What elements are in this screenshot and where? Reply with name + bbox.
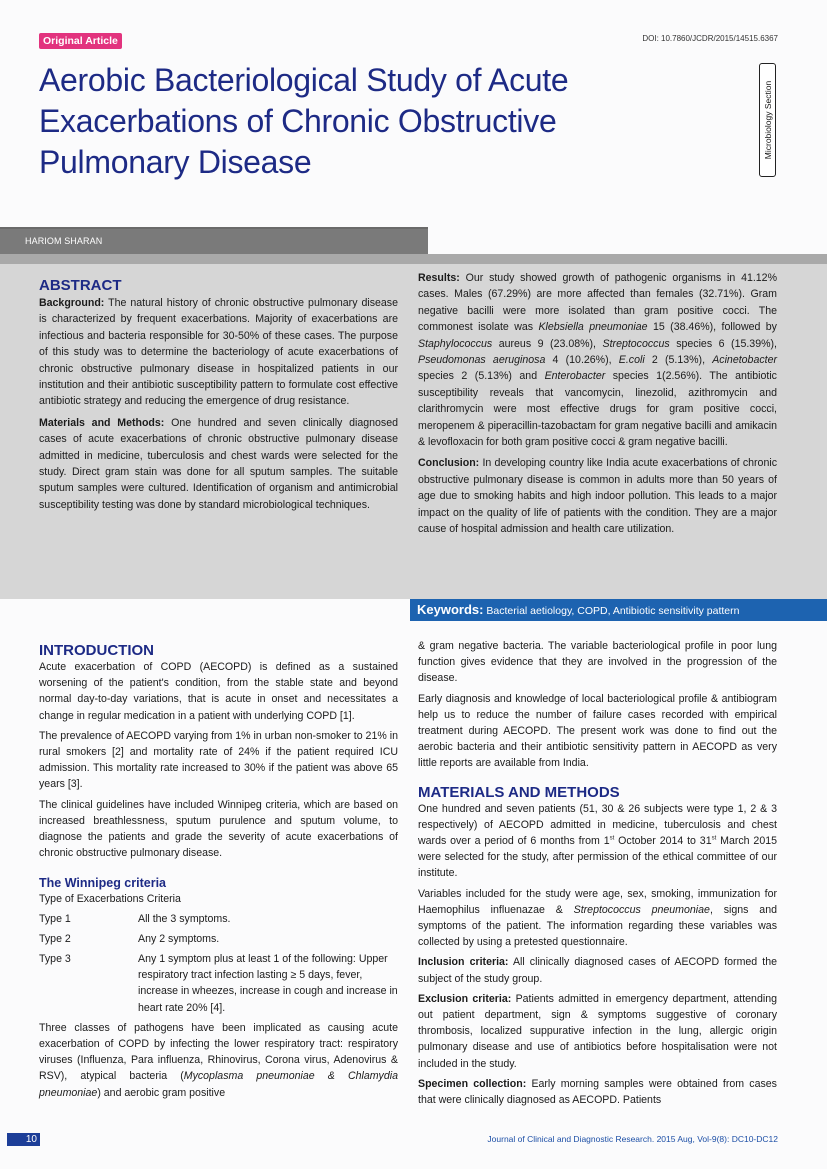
body-left-column xyxy=(39,640,398,1105)
intro-paragraph-3: The clinical guidelines have included Winnipeg criteria, which are based on increased breathlessness, sputum purulence and sputum volume, to diagnose the patients and grade the severity of acute exacerbations of chronic obstructive pulmonary disease. xyxy=(39,798,398,860)
criteria-row: Type 2 Any 2 symptoms. xyxy=(39,932,220,945)
intro-paragraph-6: Early diagnosis and knowledge of local bacteriological profile & antibiogram help us to reduce the number of failure cases recorded with empirical treatment during AECOPD. The present work was done to find out the aerobic bacteria and their antibiotic sensitivity pattern in AECOPD as very little reports are available from India. xyxy=(418,692,777,770)
intro-paragraph-2: The prevalence of AECOPD varying from 1% in urban non-smoker to 21% in rural smokers [2] and mortality rate of 24% if the patient required ICU admission. This mortality rate increased to 30% if the patient was above 65 years [3]. xyxy=(39,729,398,791)
abstract-heading: ABSTRACT xyxy=(39,277,122,294)
doi-link[interactable]: DOI: 10.7860/JCDR/2015/14515.6367 xyxy=(642,34,778,43)
conclusion-label: Conclusion: xyxy=(418,457,480,470)
author-name: HARIOM SHARAN xyxy=(25,236,103,246)
criteria-row: Type 1 All the 3 symptoms. xyxy=(39,912,231,925)
methods-heading: MATERIALS AND METHODS xyxy=(418,783,620,801)
exclusion-criteria: Exclusion criteria: Patients admitted in emergency department, attending out patient department, sign & symptoms suggestive of coronary thrombosis, localized suppurative infection in the lung, allergic origin pulmonary disease and use of antibiotics before hospitalisation were not included in the study. xyxy=(418,992,777,1070)
winnipeg-heading: The Winnipeg criteria xyxy=(39,876,166,891)
abstract-background: Background: The natural history of chronic obstructive pulmonary disease is characterized by frequent exacerbations. Majority of exacerbations are infectious and bacteria responsible for 30-50% of these cases. The purpose of this study was to determine the bacteriology of acute exacerbations of chronic obstructive pulmonary disease in hospitalized patients in our institution and their antibiotic susceptibility pattern to formulate cost effective antibiotic strategy and reducing the emergence of drug resistance. xyxy=(39,297,398,408)
methods-label: Materials and Methods: xyxy=(39,416,165,429)
body-right-column xyxy=(418,638,777,1112)
abstract-box xyxy=(0,254,827,599)
abstract-conclusion: Conclusion: In developing country like India acute exacerbations of chronic obstructive pulmonary disease is common in adults more than 50 years of age due to smoking habits and high indoor pollution. This leads to a major impact on the quality of life of patients with the condition. They are a major cause of hospital admission and health care utilization. xyxy=(418,457,777,536)
abstract-left-column xyxy=(39,278,398,518)
background-label: Background: xyxy=(39,297,105,309)
abstract-right-column xyxy=(418,270,777,543)
article-title: Aerobic Bacteriological Study of Acute Exacerbations of Chronic Obstructive Pulmonary Disease xyxy=(39,62,569,180)
keywords-label: Keywords: xyxy=(417,602,484,617)
intro-paragraph-4: Three classes of pathogens have been implicated as causing acute exacerbation of COPD by infecting the lower respiratory tract: respiratory viruses (Influenza, Para influenza, Rhinovirus, Corona virus, Adenovirus & RSV), atypical bacteria (Mycoplasma pneumoniae & Chlamydia pneumoniae) and aerobic gram positive xyxy=(39,1021,398,1099)
author-bar xyxy=(0,227,428,254)
winnipeg-subheading: Type of Exacerbations Criteria xyxy=(39,893,181,906)
criteria-row: Type 3 Any 1 symptom plus at least 1 of the following: Upper respiratory tract infection lasting ≥ 5 days, fever, increase in wheezes, increase in cough and increase in heart rate 20% [4]. xyxy=(39,953,398,1014)
keywords-bar xyxy=(410,599,827,621)
abstract-methods: Materials and Methods: One hundred and seven clinically diagnosed cases of acute exacerbations of chronic obstructive pulmonary disease admitted in medicine, tuberculosis and chest wards were selected for the study. Direct gram stain was done for all sputum samples. The suitable sputum samples were cultured. Identification of organism and antimicrobial susceptibility testing was done by standard microbiological techniques. xyxy=(39,416,398,511)
journal-citation: Journal of Clinical and Diagnostic Research. 2015 Aug, Vol-9(8): DC10-DC12 xyxy=(487,1134,778,1144)
keywords-list: Bacterial aetiology, COPD, Antibiotic sensitivity pattern xyxy=(486,605,740,617)
results-label: Results: xyxy=(418,272,460,284)
intro-paragraph-1: Acute exacerbation of COPD (AECOPD) is defined as a sustained worsening of the patient's condition, from the stable state and beyond normal day-to-day variations, that is acute in onset and necessitates a change in regular medication in a patient with underlying COPD [1]. xyxy=(39,661,398,722)
specimen-collection: Specimen collection: Early morning samples were obtained from cases that were clinically diagnosed as AECOPD. Patients xyxy=(418,1077,777,1107)
section-label: Microbiology Section xyxy=(762,80,773,160)
section-tag xyxy=(759,63,776,177)
article-type-badge: Original Article xyxy=(39,33,122,49)
abstract-results: Results: Our study showed growth of pathogenic organisms in 41.12% cases. Males (67.29%) are more affected than females (32.71%). Gram negative bacilli were more isolated than gram positive cocci. The commonest isolate was Klebsiella pneumoniae 15 (38.46%), followed by Staphylococcus aureus 9 (23.08%), Streptococcus species 6 (15.39%), Pseudomonas aeruginosa 4 (10.26%), E.coli 2 (5.13%), Acinetobacter species 2 (5.13%) and Enterobacter species 1(2.56%). The antibiotic susceptibility reveals that vancomycin, linezolid, azithromycin and clarithromycin were most effective drugs for gram positive cocci, meropenem & piperacillin-tazobactam for gram negative bacilli and amikacin & levofloxacin for both gram positive cocci & gram negative bacilli. xyxy=(418,272,777,449)
methods-paragraph-2: Variables included for the study were age, sex, smoking, immunization for Haemophilus influenazae & Streptococcus pneumoniae, signs and symptoms of the patient. The information regarding these variables was collected by using a pretested questionnaire. xyxy=(418,887,777,949)
introduction-heading: INTRODUCTION xyxy=(39,642,154,659)
page-number: 10 xyxy=(7,1133,40,1146)
intro-paragraph-5: & gram negative bacteria. The variable bacteriological profile in poor lung function gives evidence that they are involved in the progression of the disease. xyxy=(418,640,777,685)
methods-paragraph-1: One hundred and seven patients (51, 30 & 26 subjects were type 1, 2 & 3 respectively) of AECOPD admitted in medicine, tuberculosis and chest wards over a period of 6 months from 1st October 2014 to 31st March 2015 were selected for the study, after permission of the ethical committee of our institute. xyxy=(418,802,777,880)
inclusion-criteria: Inclusion criteria: All clinically diagnosed cases of AECOPD formed the subject of the study group. xyxy=(418,956,777,985)
